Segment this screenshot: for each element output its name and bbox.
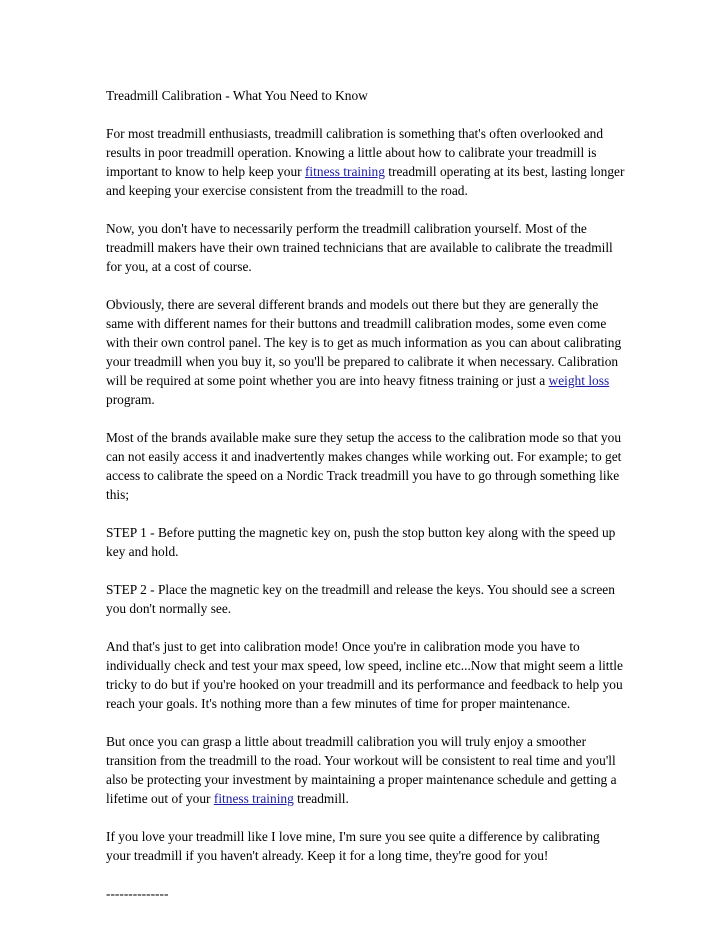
paragraph	[106, 428, 626, 504]
paragraph	[106, 732, 626, 808]
paragraph-text: Now, you don't have to necessarily perform the treadmill calibration yourself. Most of the treadmill makers have their own trained technicians that are available to calibrate the treadmill for you, at a cost of course.	[106, 221, 613, 274]
paragraph-text: STEP 2 - Place the magnetic key on the treadmill and release the keys. You should see a screen you don't normally see.	[106, 582, 615, 616]
paragraph	[106, 827, 626, 865]
divider-line: --------------	[106, 886, 169, 901]
paragraph	[106, 219, 626, 276]
inline-link[interactable]: weight loss	[548, 373, 610, 388]
document-title: Treadmill Calibration - What You Need to Know	[106, 88, 368, 103]
paragraph-text: For most treadmill enthusiasts, treadmill calibration is something that's often overlooked and results in poor treadmill operation. Knowing a little about how to calibrate your treadmill is important to know to help keep your	[106, 126, 604, 179]
paragraph-text: Obviously, there are several different brands and models out there but they are generally the same with different names for their buttons and treadmill calibration modes, some even come with their own control panel. The key is to get as much information as you can about calibrating your treadmill when you buy it, so you'll be prepared to calibrate it when necessary. Calibration will be required at some point whether you are into heavy fitness training or just a	[106, 297, 622, 388]
document-page	[106, 86, 626, 922]
paragraph-text: treadmill operating at its best, lasting longer and keeping your exercise consistent from the treadmill to the road.	[106, 164, 625, 198]
paragraph	[106, 523, 626, 561]
paragraph-text: And that's just to get into calibration mode! Once you're in calibration mode you have to individually check and test your max speed, low speed, incline etc...Now that might seem a little tricky to do but if you're hooked on your treadmill and its performance and feedback to help you reach your goals. It's nothing more than a few minutes of time for proper maintenance.	[106, 639, 623, 711]
inline-link[interactable]: fitness training	[304, 164, 385, 179]
paragraph	[106, 295, 626, 409]
paragraph-text: STEP 1 - Before putting the magnetic key on, push the stop button key along with the speed up key and hold.	[106, 525, 616, 559]
paragraph	[106, 637, 626, 713]
inline-link[interactable]: fitness training	[213, 791, 294, 806]
paragraph	[106, 124, 626, 200]
paragraph-text: treadmill.	[293, 791, 349, 806]
paragraph-text: If you love your treadmill like I love mine, I'm sure you see quite a difference by calibrating your treadmill if you haven't already. Keep it for a long time, they're good for you!	[106, 829, 600, 863]
paragraph-text: Most of the brands available make sure they setup the access to the calibration mode so that you can not easily access it and inadvertently makes changes while working out. For example; to get access to calibrate the speed on a Nordic Track treadmill you have to go through something like this;	[106, 430, 622, 502]
paragraph-text: program.	[106, 392, 155, 407]
paragraph-text: But once you can grasp a little about treadmill calibration you will truly enjoy a smoother transition from the treadmill to the road. Your workout will be consistent to real time and you'll also be protecting your investment by maintaining a proper maintenance schedule and getting a lifetime out of your	[106, 734, 617, 806]
document-body	[106, 124, 626, 865]
paragraph	[106, 580, 626, 618]
